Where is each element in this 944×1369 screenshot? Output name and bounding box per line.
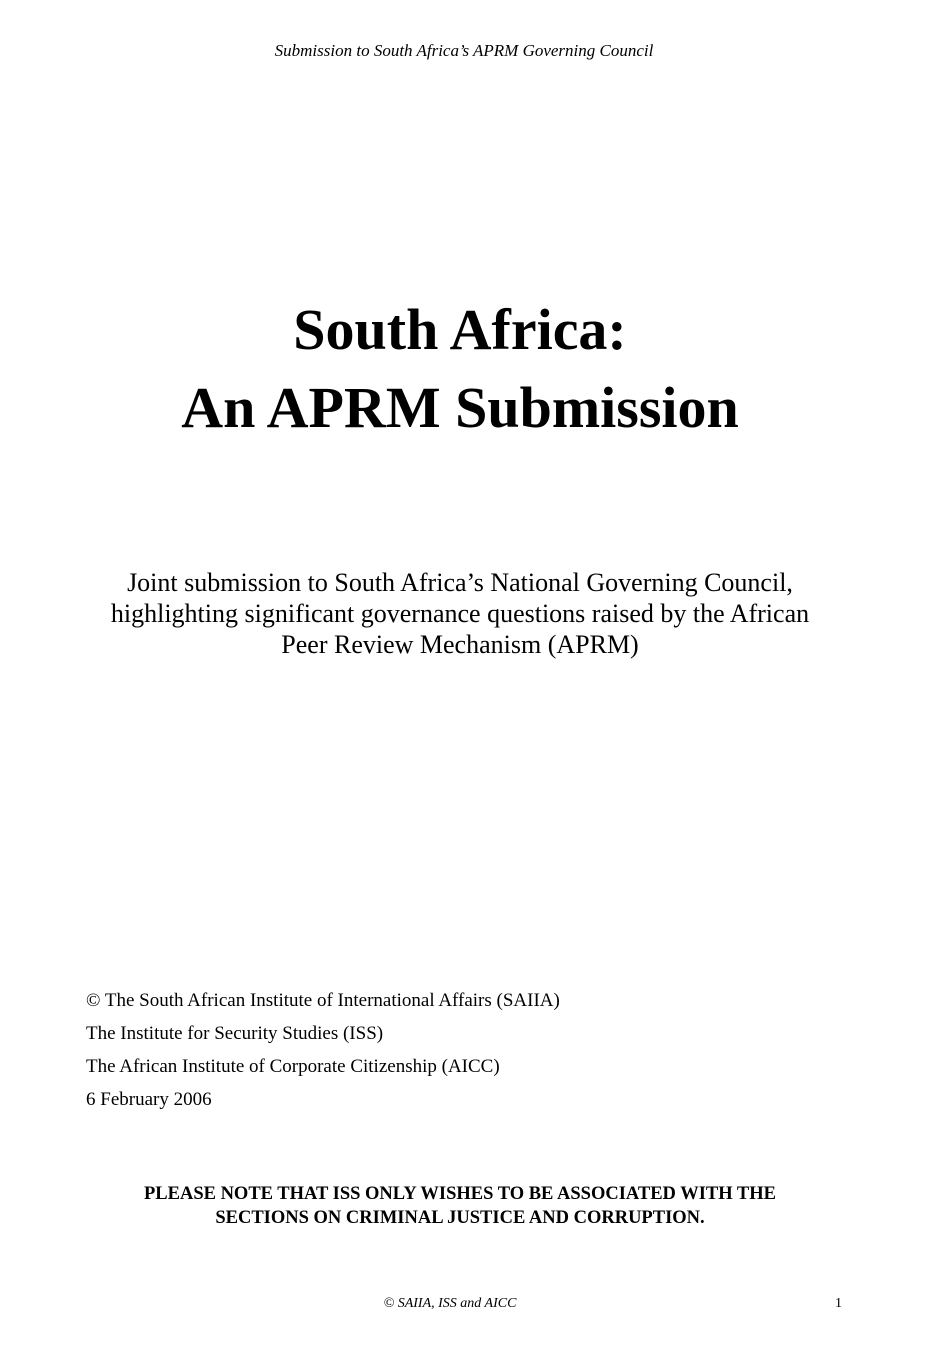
notice-line-1: PLEASE NOTE THAT ISS ONLY WISHES TO BE ASSOCIATED WITH THE	[143, 1184, 776, 1204]
subtitle-line-1: Joint submission to South Africa’s National Governing Council,	[127, 568, 793, 597]
credit-aicc: The African Institute of Corporate Citizenship (AICC)	[86, 1056, 500, 1077]
title-line-2: An APRM Submission	[181, 375, 739, 440]
iss-notice	[60, 1182, 860, 1230]
running-header: Submission to South Africa’s APRM Governing Council	[274, 41, 654, 60]
title-line-1: South Africa:	[293, 297, 627, 362]
notice-line-2: SECTIONS ON CRIMINAL JUSTICE AND CORRUPTION.	[215, 1208, 705, 1228]
publication-date: 6 February 2006	[86, 1089, 212, 1110]
subtitle-line-3: Peer Review Mechanism (APRM)	[281, 630, 639, 659]
credit-saiia: © The South African Institute of International Affairs (SAIIA)	[86, 990, 560, 1011]
document-subtitle	[60, 567, 860, 660]
credits-block	[86, 984, 786, 1116]
page-number: 1	[835, 1296, 842, 1311]
document-title	[0, 291, 920, 447]
credit-iss: The Institute for Security Studies (ISS)	[86, 1023, 384, 1044]
subtitle-line-2: highlighting significant governance questions raised by the African	[110, 599, 810, 628]
footer-copyright: © SAIIA, ISS and AICC	[383, 1296, 517, 1311]
